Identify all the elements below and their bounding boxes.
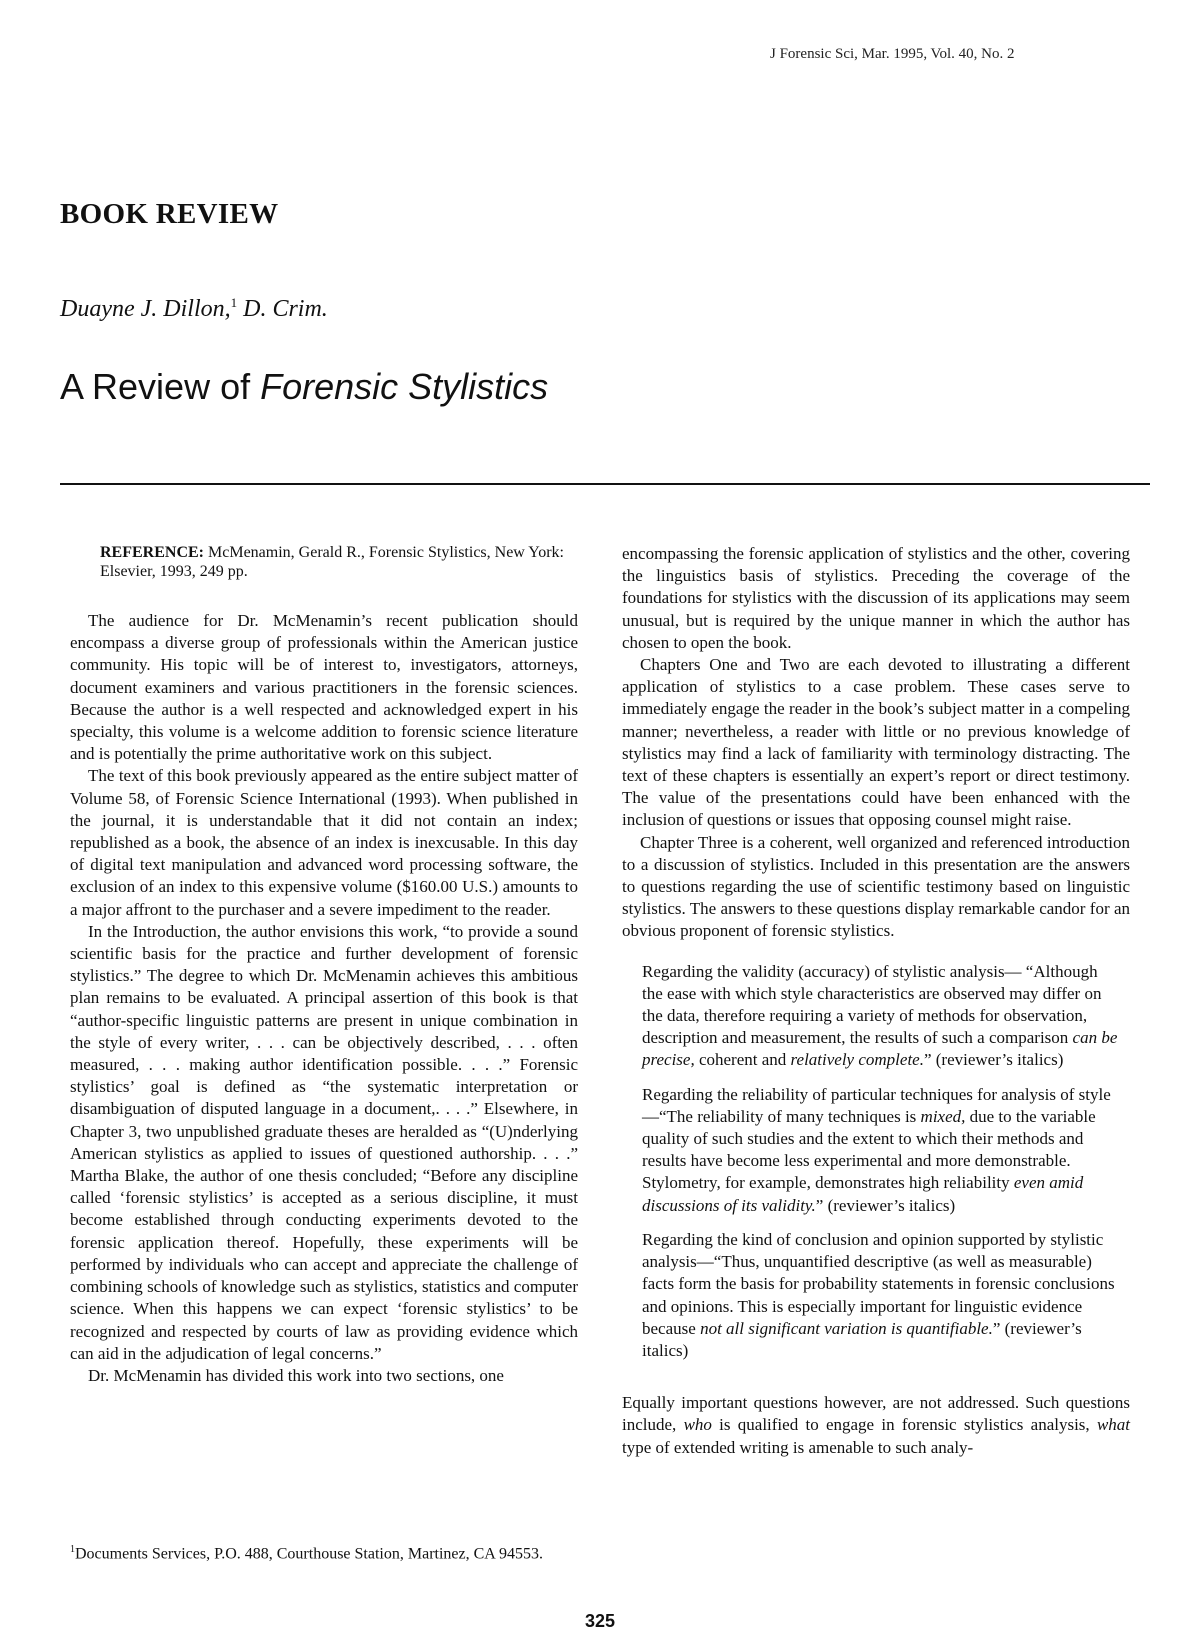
quote-italic: even amid discussions of its validity. — [642, 1173, 1084, 1215]
quote-text: ” (reviewer’s italics) — [923, 1050, 1064, 1070]
block-quote-reliability — [642, 1084, 1122, 1217]
footnote-text: Documents Services, P.O. 488, Courthouse Station, Martinez, CA 94553. — [75, 1545, 543, 1563]
right-column — [622, 543, 1130, 1459]
quote-italic: not all significant variation is quantifiable. — [700, 1318, 993, 1338]
quote-italic: relatively complete. — [790, 1050, 924, 1070]
paragraph — [622, 1392, 1130, 1459]
paragraph: Dr. McMenamin has divided this work into two sections, one — [88, 1365, 504, 1385]
paragraph-text: is qualified to engage in forensic stylistics analysis, — [711, 1415, 1097, 1435]
paragraph: The text of this book previously appeared as the entire subject matter of Volume 58, of Forensic Science International (1993). When published in the journal, it is understandable that it did not contain an index; republished as a book, the absence of an index is inexcusable. In this day of digital text manipulation and advanced word processing software, the exclusion of an index to this expensive volume ($160.00 U.S.) amounts to a major affront to the purchaser and a severe impediment to the reader. — [70, 766, 578, 919]
paragraph: Chapter Three is a coherent, well organized and referenced introduction to a discussion of stylistics. Included in this presentation are the answers to questions regarding the use of scientific testimony based on linguistic stylistics. The answers to these questions display remarkable candor for an obvious proponent of forensic stylistics. — [622, 832, 1130, 941]
block-quote-validity — [642, 961, 1122, 1072]
title-prefix: A Review of — [60, 366, 261, 407]
quote-text: Regarding the reliability of particular techniques for analysis of style—“The reliability of many techniques is — [642, 1084, 1111, 1126]
left-column — [70, 543, 578, 1387]
quote-text: Regarding the kind of conclusion and opinion supported by stylistic analysis—“Thus, unquantified descriptive (as well as measurable) facts form the basis for probability statements in forensic conclusions and opinions. This is especially important for linguistic evidence because — [642, 1229, 1115, 1338]
article-title — [60, 366, 548, 408]
page-number: 325 — [584, 1611, 616, 1631]
paragraph-text: type of extended writing is amenable to such analy- — [622, 1437, 974, 1457]
reference-block — [100, 543, 570, 581]
reference-label: REFERENCE: — [100, 544, 205, 561]
author-footnote-mark: 1 — [230, 295, 238, 310]
quote-italic: mixed, — [920, 1106, 966, 1126]
quote-text: ” (reviewer’s italics) — [642, 1318, 1082, 1360]
title-divider — [60, 483, 1150, 485]
quote-text: Regarding the validity (accuracy) of stylistic analysis— “Although the ease with which style characteristics are observed may differ on the data, therefore requiring a variety of methods for observation, description and measurement, the results of such a comparison — [642, 961, 1102, 1048]
paragraph: The audience for Dr. McMenamin’s recent publication should encompass a diverse group of professionals within the American justice community. His topic will be of interest to, investigators, attorneys, document examiners and various practitioners in the forensic sciences. Because the author is a well respected and acknowledged expert in his specialty, this volume is a welcome addition to forensic science literature and is potentially the prime authoritative work on this subject. — [70, 611, 578, 764]
running-head: J Forensic Sci, Mar. 1995, Vol. 40, No. 2 — [770, 46, 1015, 62]
section-label: BOOK REVIEW — [60, 198, 279, 230]
block-quote-conclusion — [642, 1229, 1122, 1362]
paragraph-text: Equally important questions however, are not addressed. Such questions include, — [622, 1393, 1130, 1435]
paragraph: encompassing the forensic application of stylistics and the other, covering the linguistics basis of stylistics. Preceding the coverage of the foundations for stylistics with the discussion of its applications may seem unusual, but is required by the unique manner in which the author has chosen to open the book. — [622, 544, 1130, 652]
title-book-name: Forensic Stylistics — [260, 366, 549, 407]
spacer — [622, 1374, 1130, 1392]
reference-text: McMenamin, Gerald R., Forensic Stylistics, New York: Elsevier, 1993, 249 pp. — [100, 544, 564, 580]
author-degree: D. Crim. — [237, 296, 328, 322]
quote-text: ” (reviewer’s italics) — [815, 1195, 956, 1215]
footnote-mark: 1 — [70, 1544, 75, 1555]
quote-italic: can be precise, — [642, 1028, 1118, 1070]
author-name: Duayne J. Dillon, — [60, 296, 231, 322]
quote-text: coherent and — [694, 1050, 791, 1070]
footnote — [70, 1540, 578, 1563]
quote-text: due to the variable quality of such studies and the extent to which their methods and results have become less experimental and more demonstrable. Stylometry, for example, demonstrates high reliability — [642, 1106, 1096, 1193]
paragraph-italic: who — [683, 1415, 712, 1435]
paragraph: Chapters One and Two are each devoted to illustrating a different application of stylistics to a case problem. These cases serve to immediately engage the reader in the book’s subject matter in a compeling manner; nevertheless, a reader with little or no previous knowledge of stylistics may find a lack of familiarity with terminology distracting. The text of these chapters is essentially an expert’s report or direct testimony. The value of the presentations could have been enhanced with the inclusion of questions or issues that opposing counsel might raise. — [622, 655, 1130, 830]
author-line — [60, 295, 328, 323]
paragraph-italic: what — [1096, 1415, 1130, 1435]
paragraph: In the Introduction, the author envisions this work, “to provide a sound scientific basis for the practice and further development of forensic stylistics.” The degree to which Dr. McMenamin achieves this ambitious plan remains to be evaluated. A principal assertion of this book is that “author-specific linguistic patterns are present in unique combination in the style of every writer, . . . can be objectively described, . . . often measured, . . . making author identification possible. . . .” Forensic stylistics’ goal is defined as “the systematic interpretation or disambiguation of disputed language in a document,. . . .” Elsewhere, in Chapter 3, two unpublished graduate theses are heralded as “(U)nderlying American stylistics as applied to issues of questioned authorship. . . .” Martha Blake, the author of one thesis concluded; “Before any discipline called ‘forensic stylistics’ is accepted as a serious discipline, it must become established through conducting experiments devoted to the forensic application thereof. Hopefully, these experiments will be performed by individuals who can accept and appreciate the challenge of combining schools of knowledge such as stylistics, statistics and computer science. When this happens we can expect ‘forensic stylistics’ to be recognized and respected by courts of law as providing evidence which can aid in the adjudication of legal concerns.” — [70, 921, 578, 1363]
